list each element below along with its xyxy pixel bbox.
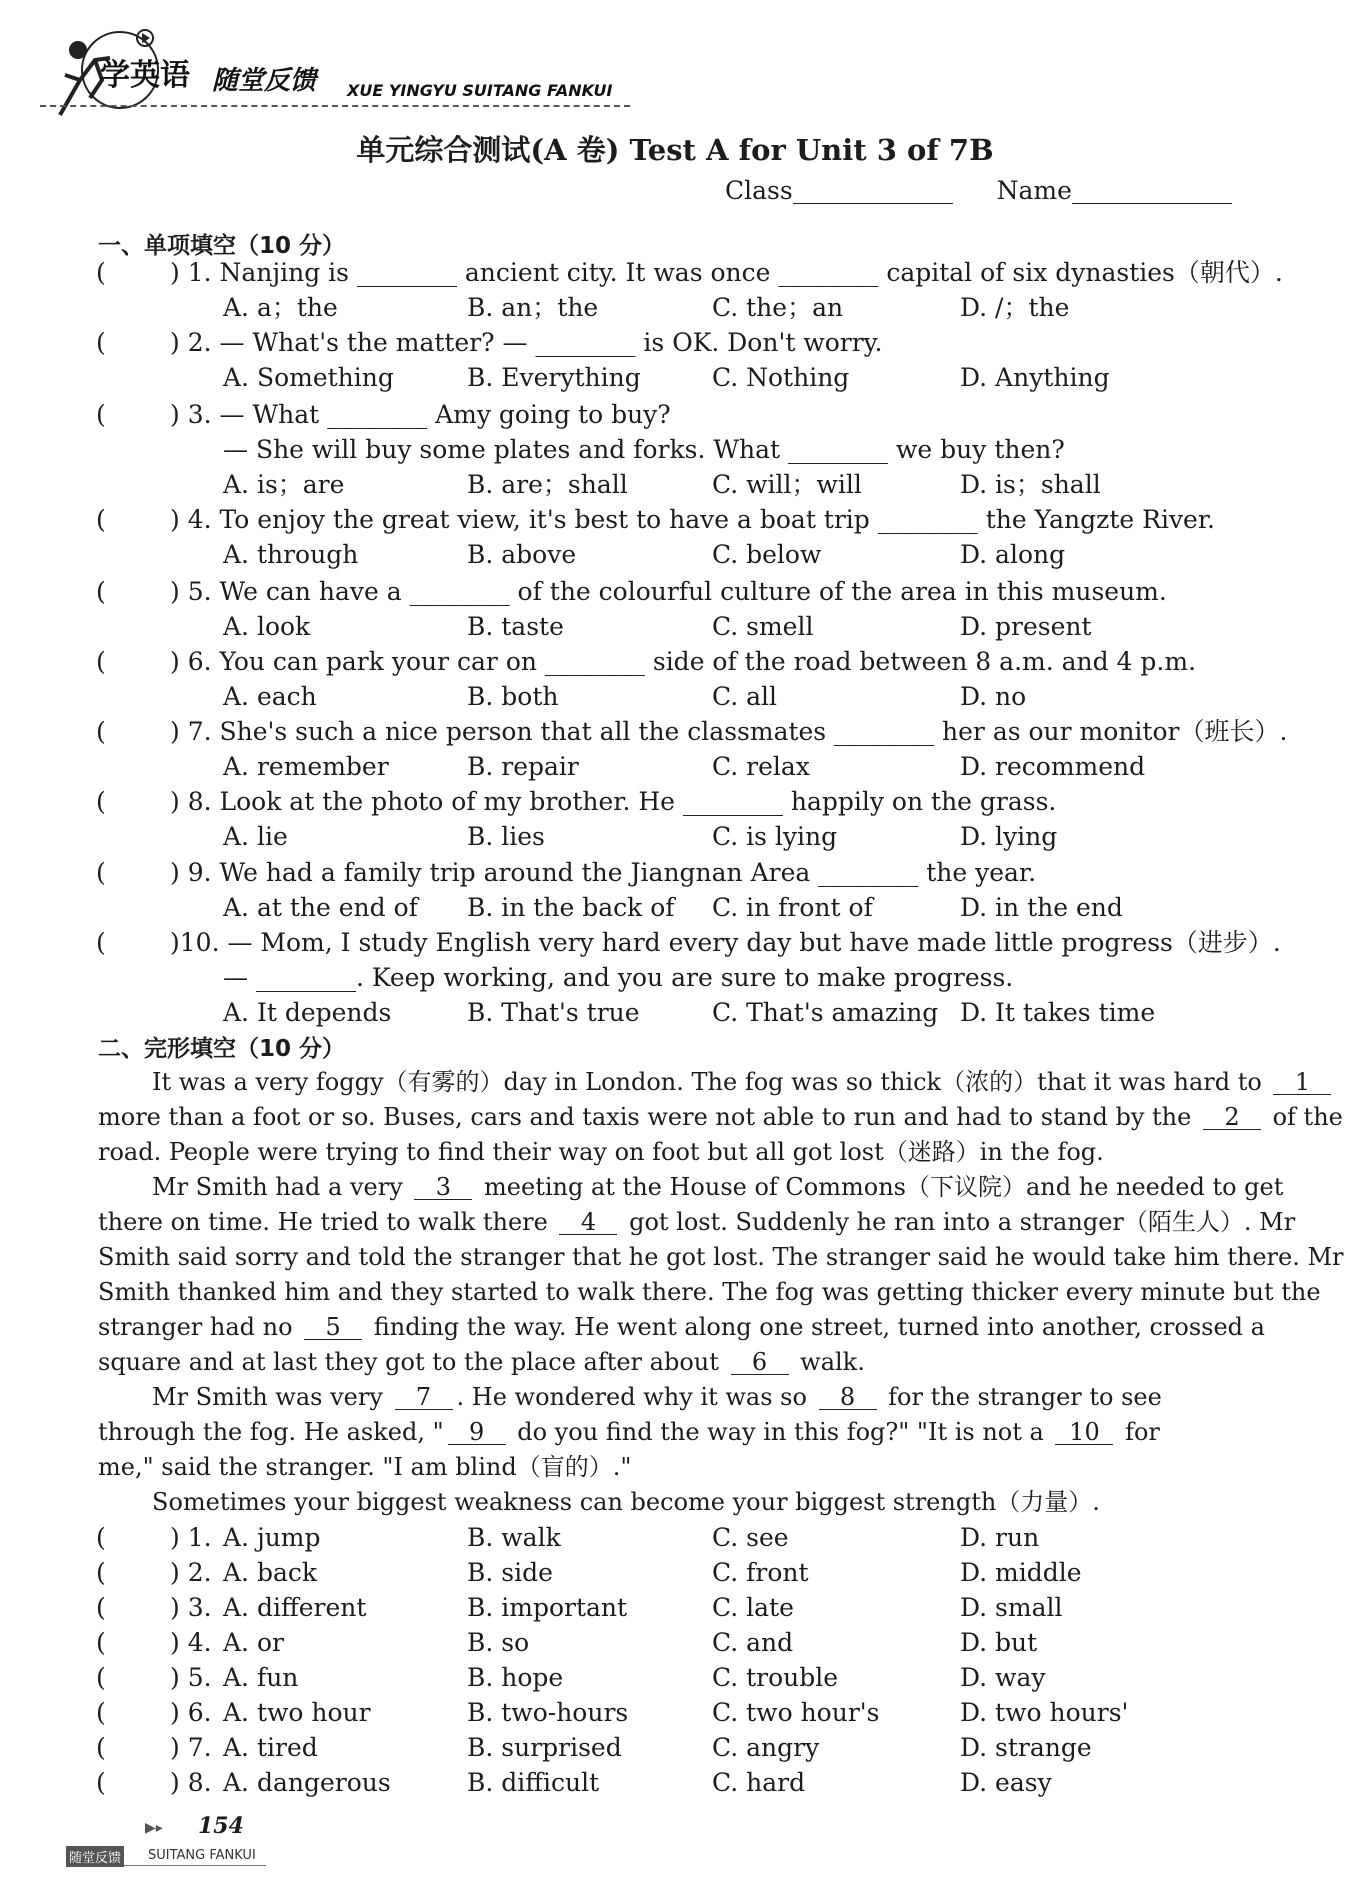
option: C. hard [712,1768,806,1797]
option: B. important [467,1593,628,1622]
question-number: ) 6. [170,1698,212,1727]
option: A. dangerous [223,1768,391,1797]
passage-text: finding the way. He went along one street, turned into another, crossed a [366,1313,1265,1341]
section1-heading: 一、单项填空（10 分） [98,233,346,259]
passage-line [152,1170,1283,1205]
option: A. remember [223,752,389,781]
option: B. in the back of [467,893,675,922]
option: B. surprised [467,1733,622,1762]
cloze-blank[interactable]: 6 [731,1350,789,1375]
passage-text: Mr Smith was very [152,1383,391,1411]
section2-heading: 二、完形填空（10 分） [98,1036,346,1062]
passage-text: square and at last they got to the place after about [98,1348,727,1376]
option: A. Something [223,363,394,392]
cloze-blank[interactable]: 10 [1055,1420,1113,1445]
option: B. taste [467,612,564,641]
cloze-blank[interactable]: 3 [414,1175,472,1200]
passage-line [98,1275,1321,1310]
option: C. will；will [712,470,862,499]
passage-line [98,1345,865,1380]
passage-text: It was a very foggy（有雾的）day in London. The fog was so thick（浓的）that it was hard to [152,1068,1270,1096]
passage-text: walk. [792,1348,865,1376]
option: C. below [712,540,822,569]
option: B. That's true [467,998,640,1027]
option: B. hope [467,1663,564,1692]
passage-line [98,1310,1265,1345]
name-blank[interactable] [1072,178,1232,204]
option: D. no [960,682,1027,711]
question-stem: ) 1. Nanjing is ________ ancient city. It was once ________ capital of six dynasties（朝代）. [170,258,1283,287]
option: A. back [223,1558,318,1587]
option: C. the；an [712,293,844,322]
option: C. trouble [712,1663,839,1692]
option: A. through [223,540,359,569]
passage-line [98,1415,1160,1450]
answer-bracket[interactable]: ( [96,787,106,816]
option: C. late [712,1593,794,1622]
cloze-blank[interactable]: 1 [1273,1070,1331,1095]
option: D. /；the [960,293,1070,322]
cloze-blank[interactable]: 7 [395,1385,453,1410]
answer-bracket[interactable]: ( [96,1663,106,1692]
passage-line [152,1485,1100,1520]
option: D. way [960,1663,1046,1692]
answer-bracket[interactable]: ( [96,505,106,534]
question-stem: ) 7. She's such a nice person that all the classmates ________ her as our monitor（班长）. [170,717,1288,746]
option: B. Everything [467,363,641,392]
option: B. an；the [467,293,599,322]
question-number: ) 5. [170,1663,212,1692]
cloze-blank[interactable]: 9 [448,1420,506,1445]
cloze-blank[interactable]: 2 [1203,1105,1261,1130]
option: B. repair [467,752,579,781]
answer-bracket[interactable]: ( [96,1628,106,1657]
question-number: ) 1. [170,1523,212,1552]
option: D. along [960,540,1066,569]
option: B. side [467,1558,553,1587]
question-stem: )10. — Mom, I study English very hard every day but have made little progress（进步）. [170,928,1281,957]
option: C. all [712,682,778,711]
option: D. present [960,612,1092,641]
option: A. a；the [223,293,338,322]
cloze-blank[interactable]: 4 [559,1210,617,1235]
option: B. lies [467,822,545,851]
option: D. middle [960,1558,1082,1587]
option: B. difficult [467,1768,600,1797]
page-arrow-icon: ▶▸ [145,1820,163,1836]
cloze-blank[interactable]: 8 [819,1385,877,1410]
answer-bracket[interactable]: ( [96,577,106,606]
option: C. is lying [712,822,838,851]
passage-text: for the stranger to see [880,1383,1162,1411]
option: A. jump [223,1523,321,1552]
passage-text: road. People were trying to find their way on foot but all got lost（迷路）in the fog. [98,1138,1104,1166]
question-stem: ) 8. Look at the photo of my brother. He ________ happily on the grass. [170,787,1057,816]
class-blank[interactable] [793,178,953,204]
option: B. walk [467,1523,561,1552]
page-title: 单元综合测试(A 卷) Test A for Unit 3 of 7B [356,133,994,167]
option: D. strange [960,1733,1092,1762]
option: A. fun [223,1663,299,1692]
question-number: ) 2. [170,1558,212,1587]
option: C. see [712,1523,789,1552]
option: A. at the end of [223,893,418,922]
passage-text: Mr Smith had a very [152,1173,411,1201]
option: C. relax [712,752,810,781]
passage-line [98,1135,1104,1170]
brand-title-cn: 学英语 [100,58,190,93]
brand-subtitle-cn: 随堂反馈 [212,66,317,96]
passage-text: Sometimes your biggest weakness can become your biggest strength（力量）. [152,1488,1100,1516]
answer-bracket[interactable]: ( [96,1523,106,1552]
passage-text: there on time. He tried to walk there [98,1208,556,1236]
passage-text: Smith thanked him and they started to walk there. The fog was getting thicker every minute but the [98,1278,1321,1306]
answer-bracket[interactable]: ( [96,928,106,957]
passage-text: Smith said sorry and told the stranger that he got lost. The stranger said he would take him there. Mr [98,1243,1344,1271]
option: C. smell [712,612,814,641]
passage-text: . He wondered why it was so [456,1383,815,1411]
cloze-blank[interactable]: 5 [304,1315,362,1340]
question-number: ) 8. [170,1768,212,1797]
option: B. two-hours [467,1698,629,1727]
passage-text: through the fog. He asked, " [98,1418,444,1446]
answer-bracket[interactable]: ( [96,328,106,357]
option: A. is；are [223,470,345,499]
option: C. angry [712,1733,820,1762]
footer-brand-cn: 随堂反馈 [66,1846,124,1867]
passage-text: for [1117,1418,1160,1446]
option: D. but [960,1628,1038,1657]
passage-line [152,1380,1162,1415]
option: B. both [467,682,559,711]
question-stem: ) 2. — What's the matter? — ________ is OK. Don't worry. [170,328,883,357]
answer-bracket[interactable]: ( [96,647,106,676]
option: D. run [960,1523,1040,1552]
answer-bracket[interactable]: ( [96,258,106,287]
passage-line [98,1100,1343,1135]
option: D. Anything [960,363,1110,392]
option: B. so [467,1628,530,1657]
answer-bracket[interactable]: ( [96,858,106,887]
footer-brand-en: SUITANG FANKUI [148,1848,256,1863]
option: B. above [467,540,577,569]
option: A. each [223,682,317,711]
passage-text: of the [1264,1103,1343,1131]
passage-text: me," said the stranger. "I am blind（盲的）." [98,1453,632,1481]
answer-bracket[interactable]: ( [96,1733,106,1762]
option: A. two hour [223,1698,371,1727]
passage-text: meeting at the House of Commons（下议院）and he needed to get [476,1173,1284,1201]
option: C. two hour's [712,1698,880,1727]
passage-text: stranger had no [98,1313,301,1341]
name-label: Name [996,176,1072,205]
option: A. look [223,612,311,641]
passage-text: do you find the way in this fog?" "It is not a [509,1418,1052,1446]
option: D. lying [960,822,1058,851]
answer-bracket[interactable]: ( [96,1698,106,1727]
option: B. are；shall [467,470,628,499]
option: D. is；shall [960,470,1101,499]
question-number: ) 4. [170,1628,212,1657]
header-divider [40,105,630,107]
question-stem: ) 3. — What ________ Amy going to buy? [170,400,671,429]
option: D. small [960,1593,1063,1622]
passage-line [98,1240,1344,1275]
option: A. lie [223,822,288,851]
option: C. That's amazing [712,998,939,1027]
passage-line [152,1065,1335,1100]
question-stem: ) 6. You can park your car on ________ side of the road between 8 a.m. and 4 p.m. [170,647,1197,676]
question-number: ) 3. [170,1593,212,1622]
option: C. Nothing [712,363,850,392]
option: D. easy [960,1768,1052,1797]
answer-bracket[interactable]: ( [96,717,106,746]
answer-bracket[interactable]: ( [96,1593,106,1622]
question-stem: ) 4. To enjoy the great view, it's best to have a boat trip ________ the Yangzte River. [170,505,1216,534]
question-stem: ) 9. We had a family trip around the Jiangnan Area ________ the year. [170,858,1037,887]
passage-text: got lost. Suddenly he ran into a stranger（陌生人）. Mr [621,1208,1296,1236]
option: A. It depends [223,998,392,1027]
page-number: 154 [198,1813,244,1839]
option: A. different [223,1593,367,1622]
passage-text: more than a foot or so. Buses, cars and taxis were not able to run and had to stand by the [98,1103,1199,1131]
class-name-row [725,176,1232,205]
passage-line [98,1205,1295,1240]
option: A. tired [223,1733,318,1762]
option: D. two hours' [960,1698,1129,1727]
option: D. recommend [960,752,1146,781]
option: D. in the end [960,893,1123,922]
option: A. or [223,1628,284,1657]
option: D. It takes time [960,998,1156,1027]
brand-title-en: XUE YINGYU SUITANG FANKUI [347,81,613,100]
class-label: Class [725,176,793,205]
answer-bracket[interactable]: ( [96,1768,106,1797]
question-stem-line2: — She will buy some plates and forks. What ________ we buy then? [223,435,1065,464]
question-number: ) 7. [170,1733,212,1762]
option: C. in front of [712,893,873,922]
question-stem: ) 5. We can have a ________ of the colourful culture of the area in this museum. [170,577,1167,606]
question-stem-line2: — ________. Keep working, and you are sure to make progress. [223,963,1014,992]
answer-bracket[interactable]: ( [96,400,106,429]
option: C. front [712,1558,809,1587]
passage-line [98,1450,631,1485]
option: C. and [712,1628,794,1657]
answer-bracket[interactable]: ( [96,1558,106,1587]
